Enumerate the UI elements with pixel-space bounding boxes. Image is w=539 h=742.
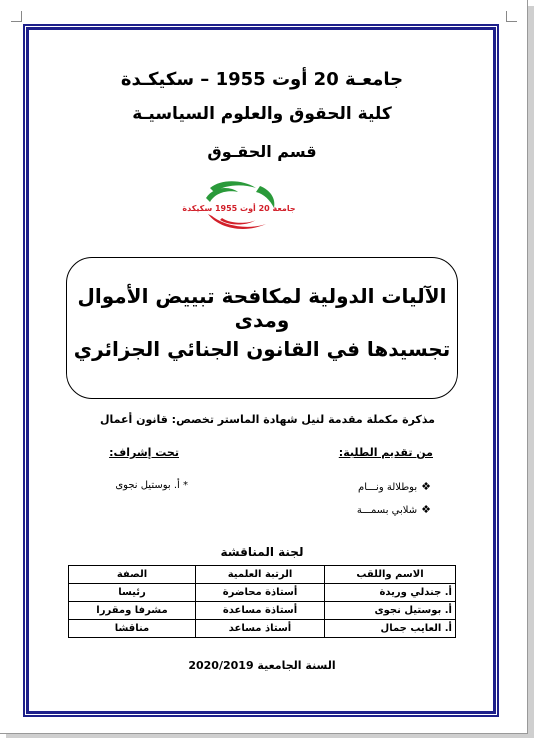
- table-row: [69, 584, 456, 602]
- logo-text: جامعة 20 أوت 1955 سكيكدة: [182, 204, 296, 213]
- page-shadow-right: [528, 6, 534, 738]
- member-role: رئيسا: [69, 584, 196, 602]
- bullet-icon: ❖: [421, 480, 431, 493]
- member-rank: أستاذة محاضرة: [196, 584, 325, 602]
- student-name: ❖بوطلالة ونـــام: [358, 480, 431, 493]
- university-name: جامعـة 20 أوت 1955 – سكيكـدة: [120, 69, 404, 90]
- member-rank: أستاذة مساعدة: [196, 602, 325, 620]
- memo-description: مذكرة مكملة مقدمة لنيل شهادة الماستر تخصص: قانون أعمال: [99, 413, 435, 426]
- member-name: أ. العايب جمال: [325, 620, 456, 638]
- university-logo: [182, 180, 296, 234]
- thesis-title-line-2: تجسيدها في القانون الجنائي الجزائري: [73, 337, 451, 361]
- member-name: أ. بوستيل نجوى: [325, 602, 456, 620]
- table-row: [69, 620, 456, 638]
- committee-title: لجنة المناقشة: [220, 545, 304, 559]
- students-label: من تقديم الطلبة:: [338, 446, 433, 459]
- supervisor-name: * أ. بوستيل نجوى: [115, 480, 188, 491]
- asterisk-icon: *: [179, 480, 188, 491]
- thesis-title-line-1: الآليات الدولية لمكافحة تبييض الأموال ومدى: [77, 284, 447, 332]
- supervisor-label: تحت إشراف:: [109, 446, 179, 459]
- header-rank: الرتبة العلمية: [196, 566, 325, 584]
- bullet-icon: ❖: [421, 503, 431, 516]
- header-role: الصفة: [69, 566, 196, 584]
- student-name: ❖شلابي بسمـــة: [356, 503, 431, 516]
- member-rank: أستاذ مساعد: [196, 620, 325, 638]
- member-name: أ. جندلي وريدة: [325, 584, 456, 602]
- crop-mark-top-left: [11, 11, 22, 22]
- department-name: قسم الحقـوق: [207, 142, 317, 161]
- member-role: مشرفا ومقررا: [69, 602, 196, 620]
- crop-mark-top-right: [506, 11, 517, 22]
- committee-table: [68, 565, 456, 638]
- member-role: مناقشا: [69, 620, 196, 638]
- academic-year: السنة الجامعية 2020/2019: [188, 659, 336, 672]
- faculty-name: كلية الحقوق والعلوم السياسيـة: [132, 104, 392, 124]
- table-header-row: [69, 566, 456, 584]
- table-row: [69, 602, 456, 620]
- header-name: الاسم واللقب: [325, 566, 456, 584]
